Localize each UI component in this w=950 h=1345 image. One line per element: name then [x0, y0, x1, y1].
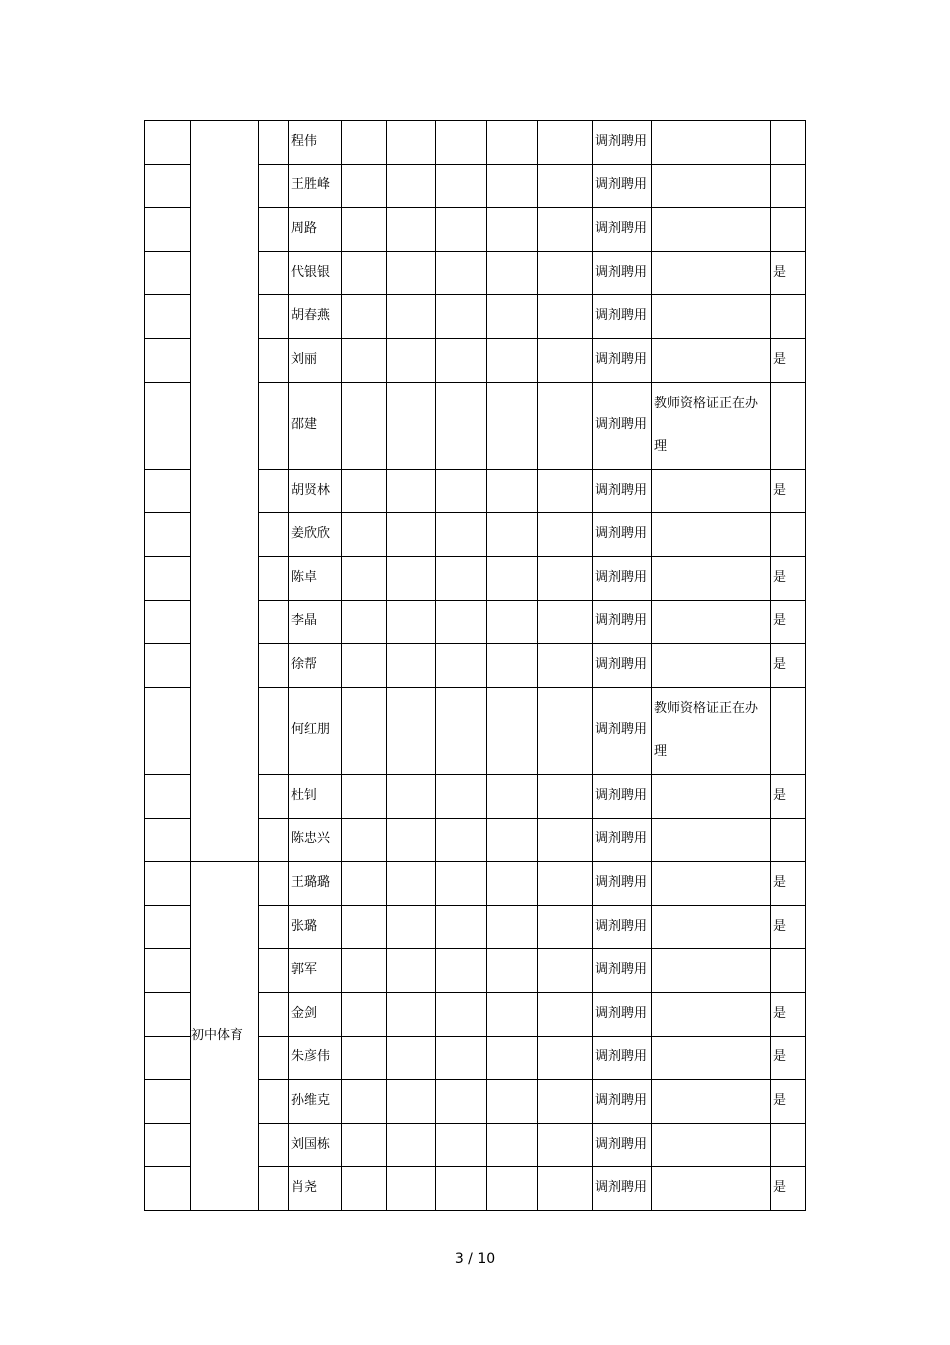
table-group-divider	[144, 1210, 806, 1211]
flag-yes: 是	[773, 1006, 787, 1021]
table-row-line	[258, 948, 806, 949]
appointment-status: 调剂聘用	[595, 1137, 648, 1152]
subject-label: 初中体育	[191, 1028, 244, 1043]
staff-name: 胡贤林	[291, 483, 331, 498]
flag-yes: 是	[773, 875, 787, 890]
table-column-line	[592, 120, 593, 1211]
staff-name: 王胜峰	[291, 177, 331, 192]
staff-name: 姜欣欣	[291, 526, 331, 541]
table-row-line	[258, 600, 806, 601]
table-row-line	[258, 338, 806, 339]
remark-note: 教师资格证正在办理	[654, 701, 759, 759]
table-column-line	[258, 120, 259, 1211]
staff-name: 张璐	[291, 919, 318, 934]
appointment-status: 调剂聘用	[595, 919, 648, 934]
table-column-line	[486, 120, 487, 1211]
table-column-line	[190, 120, 191, 1211]
table-row-line	[258, 1079, 806, 1080]
table-row-line	[144, 294, 191, 295]
table-border-top	[144, 120, 806, 121]
table-row-line	[144, 251, 191, 252]
staff-name: 金剑	[291, 1006, 318, 1021]
flag-yes: 是	[773, 1049, 787, 1064]
table-row-line	[258, 818, 806, 819]
table-column-line	[805, 120, 806, 1211]
table-row-line	[144, 687, 191, 688]
table-row-line	[144, 905, 191, 906]
staff-name: 刘丽	[291, 352, 318, 367]
table-column-line	[288, 120, 289, 1211]
appointment-status: 调剂聘用	[595, 308, 648, 323]
staff-name: 陈忠兴	[291, 831, 331, 846]
table-row-line	[258, 207, 806, 208]
table-row-line	[258, 774, 806, 775]
flag-yes: 是	[773, 265, 787, 280]
table-row-line	[144, 469, 191, 470]
appointment-status: 调剂聘用	[595, 1049, 648, 1064]
appointment-status: 调剂聘用	[595, 1093, 648, 1108]
flag-yes: 是	[773, 1093, 787, 1108]
staff-name: 徐帮	[291, 657, 318, 672]
table-row-line	[144, 1036, 191, 1037]
staff-name: 胡春燕	[291, 308, 331, 323]
appointment-status: 调剂聘用	[595, 657, 648, 672]
appointment-status: 调剂聘用	[595, 1006, 648, 1021]
staff-name: 周路	[291, 221, 318, 236]
table-row-line	[258, 1036, 806, 1037]
staff-name: 郭军	[291, 962, 318, 977]
appointment-status: 调剂聘用	[595, 483, 648, 498]
table-row-line	[144, 643, 191, 644]
table-row-line	[144, 1166, 191, 1167]
appointment-status: 调剂聘用	[595, 352, 648, 367]
table-column-line	[341, 120, 342, 1211]
table-row-line	[258, 905, 806, 906]
staff-name: 肖尧	[291, 1180, 318, 1195]
table-column-line	[770, 120, 771, 1211]
flag-yes: 是	[773, 570, 787, 585]
table-row-line	[258, 556, 806, 557]
staff-name: 杜钊	[291, 788, 318, 803]
table-row-line	[144, 1123, 191, 1124]
staff-name: 何红朋	[291, 722, 331, 737]
table-column-line	[144, 120, 145, 1211]
table-row-line	[144, 774, 191, 775]
staff-name: 王璐璐	[291, 875, 331, 890]
table-row-line	[144, 382, 191, 383]
table-column-line	[537, 120, 538, 1211]
appointment-status: 调剂聘用	[595, 221, 648, 236]
flag-yes: 是	[773, 352, 787, 367]
page-number: 3 / 10	[454, 1251, 496, 1267]
appointment-status: 调剂聘用	[595, 831, 648, 846]
appointment-status: 调剂聘用	[595, 177, 648, 192]
table-row-line	[258, 1123, 806, 1124]
staff-name: 刘国栋	[291, 1137, 331, 1152]
appointment-status: 调剂聘用	[595, 570, 648, 585]
table-column-line	[651, 120, 652, 1211]
table-row-line	[258, 469, 806, 470]
table-row-line	[144, 600, 191, 601]
appointment-status: 调剂聘用	[595, 722, 648, 737]
flag-yes: 是	[773, 657, 787, 672]
table-row-line	[144, 992, 191, 993]
table-row-line	[258, 1166, 806, 1167]
flag-yes: 是	[773, 919, 787, 934]
table-row-line	[144, 818, 191, 819]
staff-name: 李晶	[291, 613, 318, 628]
table-row-line	[258, 251, 806, 252]
appointment-status: 调剂聘用	[595, 1180, 648, 1195]
appointment-status: 调剂聘用	[595, 875, 648, 890]
flag-yes: 是	[773, 613, 787, 628]
flag-yes: 是	[773, 1180, 787, 1195]
table-group-divider	[144, 861, 806, 862]
appointment-status: 调剂聘用	[595, 417, 648, 432]
table-row-line	[144, 338, 191, 339]
appointment-status: 调剂聘用	[595, 613, 648, 628]
table-row-line	[144, 512, 191, 513]
staff-name: 陈卓	[291, 570, 318, 585]
table-row-line	[258, 992, 806, 993]
staff-name: 孙维克	[291, 1093, 331, 1108]
flag-yes: 是	[773, 483, 787, 498]
appointment-status: 调剂聘用	[595, 265, 648, 280]
table-column-line	[435, 120, 436, 1211]
table-row-line	[144, 164, 191, 165]
appointment-status: 调剂聘用	[595, 526, 648, 541]
table-row-line	[258, 512, 806, 513]
table-row-line	[144, 207, 191, 208]
staff-name: 朱彦伟	[291, 1049, 331, 1064]
table-row-line	[144, 556, 191, 557]
table-column-line	[386, 120, 387, 1211]
appointment-status: 调剂聘用	[595, 962, 648, 977]
table-row-line	[258, 294, 806, 295]
appointment-status: 调剂聘用	[595, 134, 648, 149]
staff-name: 代银银	[291, 265, 331, 280]
table-row-line	[144, 1079, 191, 1080]
remark-note: 教师资格证正在办理	[654, 396, 759, 454]
appointment-status: 调剂聘用	[595, 788, 648, 803]
flag-yes: 是	[773, 788, 787, 803]
staff-name: 邵建	[291, 417, 318, 432]
table-row-line	[258, 643, 806, 644]
staff-name: 程伟	[291, 134, 318, 149]
table-row-line	[258, 164, 806, 165]
table-row-line	[144, 948, 191, 949]
